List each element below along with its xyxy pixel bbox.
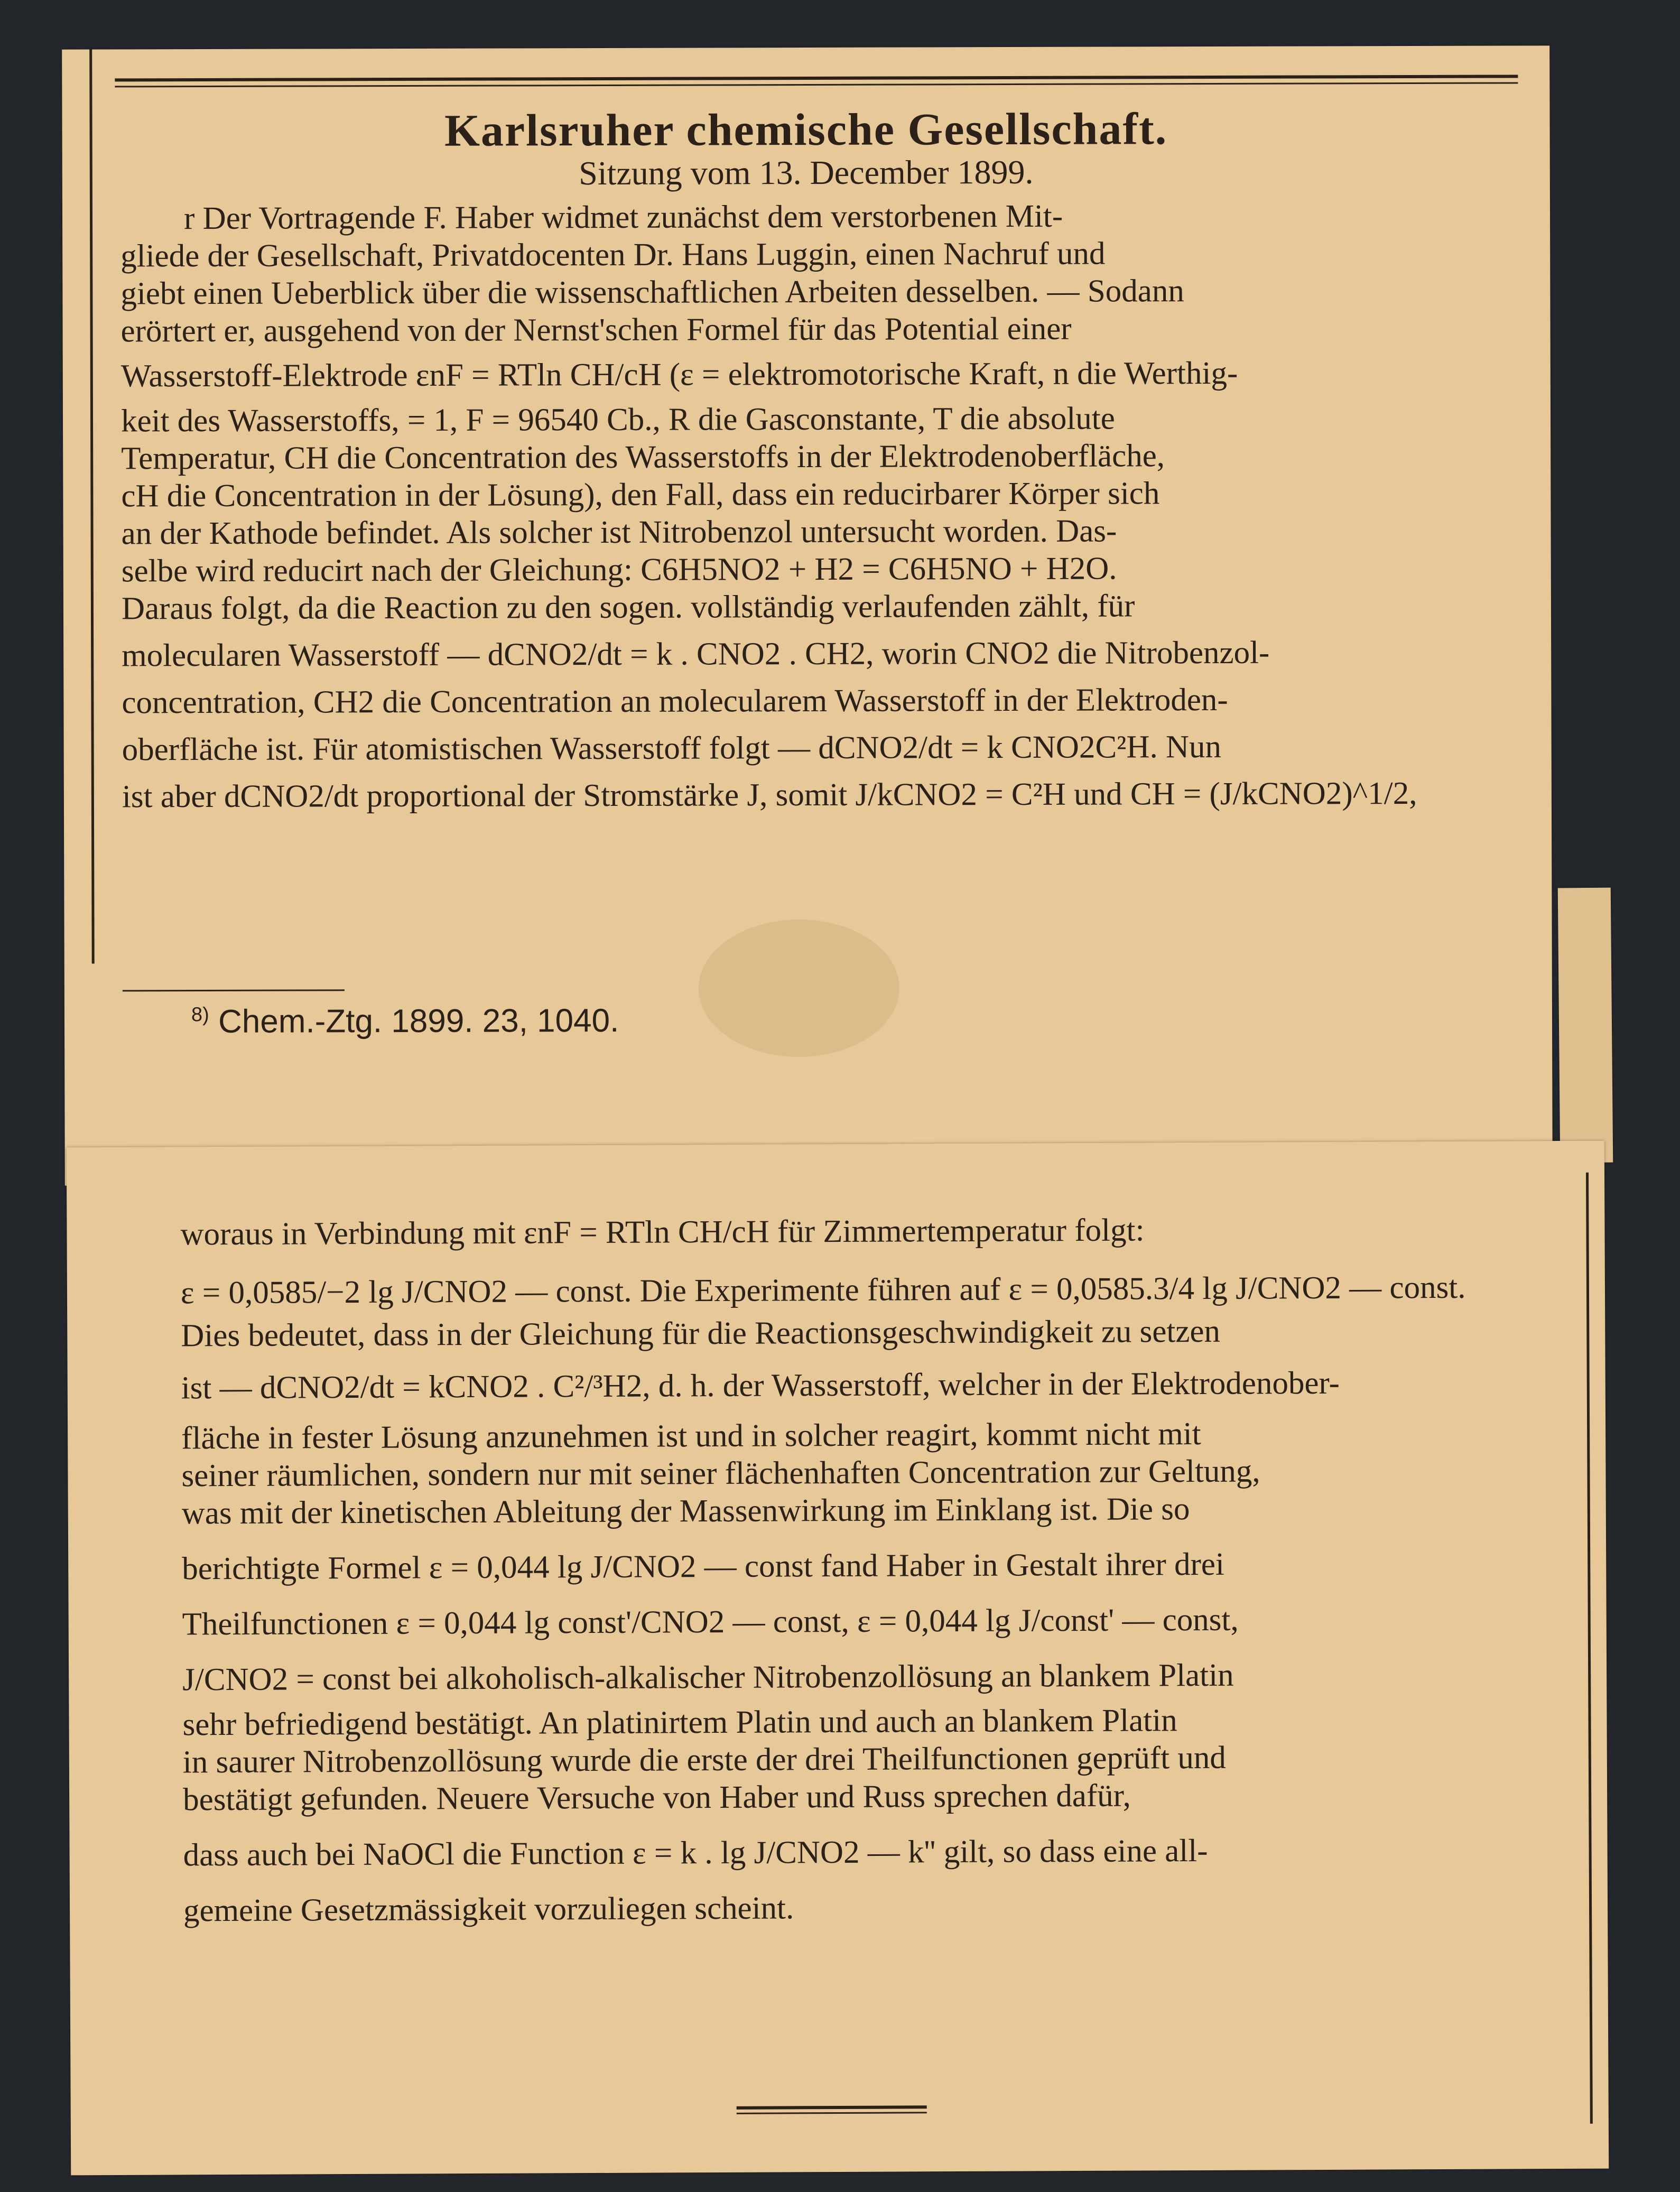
footnote [191, 1002, 619, 1041]
article-title: Karlsruher chemische Gesellschaft. [444, 103, 1168, 156]
text-line: molecularen Wasserstoff — dCNO2/dt = k . CNO2 . CH2, worin CNO2 die Nitrobenzol- [122, 635, 1270, 674]
clipping-top [62, 45, 1553, 1185]
paper-stain [699, 919, 900, 1057]
text-line: concentration, CH2 die Concentration an molecularem Wasserstoff in der Elektroden- [122, 682, 1228, 721]
text-line: r Der Vortragende F. Haber widmet zunächst dem verstorbenen Mit- [183, 198, 1063, 237]
text-line: Theilfunctionen ε = 0,044 lg const'/CNO2 — const, ε = 0,044 lg J/const' — const, [182, 1602, 1239, 1642]
article-body-bottom [180, 1210, 1557, 1929]
text-line: cH die Concentration in der Lösung), den Fall, dass ein reducirbarer Körper sich [121, 476, 1160, 514]
footnote-rule [123, 989, 345, 991]
header-rule [115, 75, 1518, 81]
text-line: sehr befriedigend bestätigt. An platinirtem Platin und auch an blankem Platin [182, 1703, 1177, 1743]
text-line: oberfläche ist. Für atomistischen Wasserstoff folgt — dCNO2/dt = k CNO2C²H. Nun [122, 729, 1222, 768]
closing-rule [737, 2105, 927, 2110]
column-border [1586, 1173, 1593, 2124]
text-line: J/CNO2 = const bei alkoholisch-alkalischer Nitrobenzollösung an blankem Platin [182, 1657, 1234, 1698]
text-line: Temperatur, CH die Concentration des Wasserstoffs in der Elektrodenoberfläche, [121, 438, 1165, 477]
closing-rule-thin [737, 2112, 927, 2114]
text-line: an der Kathode befindet. Als solcher ist Nitrobenzol untersucht worden. Das- [121, 513, 1117, 552]
text-line: woraus in Verbindung mit εnF = RTln CH/cH für Zimmertemperatur folgt: [180, 1212, 1145, 1252]
text-line: ist — dCNO2/dt = kCNO2 . C²/³H2, d. h. der Wasserstoff, welcher in der Elektrodenober- [181, 1365, 1340, 1406]
text-line: ist aber dCNO2/dt proportional der Stromstärke J, somit J/kCNO2 = C²H und CH = (J/kCNO2)^1/2, [122, 775, 1417, 815]
text-line: gemeine Gesetzmässigkeit vorzuliegen scheint. [183, 1890, 794, 1929]
article-body-top [120, 197, 1512, 816]
text-line: erörtert er, ausgehend von der Nernst'schen Formel für das Potential einer [120, 311, 1072, 349]
footnote-text: Chem.-Ztg. 1899. 23, 1040. [218, 1002, 619, 1040]
text-line: ε = 0,0585/−2 lg J/CNO2 — const. Die Experimente führen auf ε = 0,0585.3/4 lg J/CNO2 — const. [180, 1269, 1466, 1311]
text-line: berichtigte Formel ε = 0,044 lg J/CNO2 — const fand Haber in Gestalt ihrer drei [182, 1546, 1225, 1587]
footnote-marker: 8) [191, 1004, 209, 1026]
meeting-date: Sitzung vom 13. December 1899. [579, 153, 1034, 192]
text-line: Wasserstoff-Elektrode εnF = RTln CH/cH (ε = elektromotorische Kraft, n die Werthig- [120, 355, 1238, 394]
text-line: seiner räumlichen, sondern nur mit seiner flächenhaften Concentration zur Geltung, [181, 1453, 1260, 1494]
clipping-bottom [67, 1141, 1609, 2176]
text-line: giebt einen Ueberblick über die wissenschaftlichen Arbeiten desselben. — Sodann [120, 273, 1184, 312]
text-line: bestätigt gefunden. Neuere Versuche von Haber und Russ sprechen dafür, [183, 1778, 1131, 1818]
paper-scrap [1558, 888, 1613, 1163]
text-line: dass auch bei NaOCl die Function ε = k . lg J/CNO2 — k'' gilt, so dass eine all- [183, 1833, 1208, 1873]
text-line: in saurer Nitrobenzollösung wurde die erste der drei Theilfunctionen geprüft und [182, 1740, 1226, 1780]
text-line: fläche in fester Lösung anzunehmen ist und in solcher reagirt, kommt nicht mit [181, 1416, 1201, 1456]
text-line: selbe wird reducirt nach der Gleichung: C6H5NO2 + H2 = C6H5NO + H2O. [121, 551, 1117, 589]
text-line: was mit der kinetischen Ableitung der Massenwirkung im Einklang ist. Die so [181, 1491, 1190, 1531]
text-line: keit des Wasserstoffs, = 1, F = 96540 Cb., R die Gasconstante, T die absolute [120, 401, 1115, 439]
text-line: Dies bedeutet, dass in der Gleichung für die Reactionsgeschwindigkeit zu setzen [181, 1313, 1221, 1354]
text-line: Daraus folgt, da die Reaction zu den sogen. vollständig verlaufenden zählt, für [121, 588, 1135, 627]
text-line: gliede der Gesellschaft, Privatdocenten Dr. Hans Luggin, einen Nachruf und [120, 236, 1106, 274]
